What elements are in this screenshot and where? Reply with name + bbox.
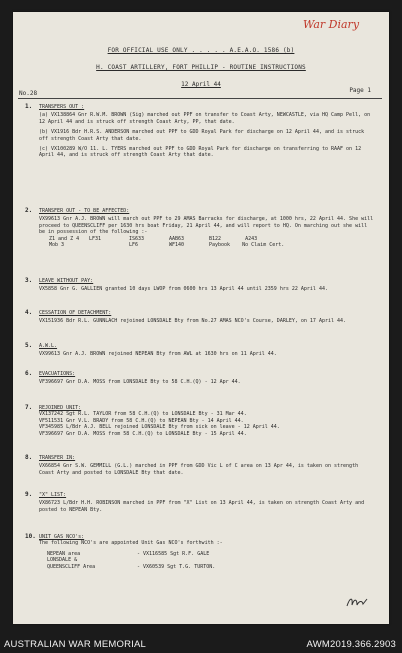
gas-area: LONSDALE & [47,557,78,564]
section-number: 5. [25,342,33,349]
section-title: LEAVE WITHOUT PAY: [39,278,94,284]
section-number: 4. [25,309,33,316]
list-item: VF511531 Gnr V.L. BRADY from 58 C.H.(Q) to NEPEAN Bty - 14 April 44. [39,417,244,424]
equipment-item [89,242,129,248]
equipment-item: LF31 [89,235,102,242]
header-title: H. COAST ARTILLERY, FORT PHILLIP - ROUTINE INSTRUCTIONS [96,64,306,71]
section-number: 2. [25,207,33,214]
equipment-item: Z1 and Z 4 [49,235,80,242]
section-title: CESSATION OF DETACHMENT: [39,310,112,316]
section-number: 6. [25,370,33,377]
section-number: 7. [25,404,33,411]
header-classification: FOR OFFICIAL USE ONLY . . . . . A.E.A.O. 1586 (b) [107,47,295,54]
list-item: VX66854 Gnr S.W. GEMMILL (G.L.) marched in PPF from GDD Vic L of C area on 13 Apr 44, is taken on strength Coast Arty and posted to LONSDALE Bty that date. [39,463,359,476]
gas-area: QUEENSCLIFF Area [47,563,96,570]
signature [345,595,369,612]
list-item: VX99613 Gnr A.J. BROWN rejoined NEPEAN Bty from AWL at 1630 hrs on 11 April 44. [39,351,277,358]
section-number: 10. [25,533,36,540]
section-number: 9. [25,491,33,498]
list-item: VX99613 Gnr A.J. BROWN will march out PPF to 29 AMAS Barracks for discharge, at 1000 hrs, 22 April 44. She will proceed to QUEENSCLIFF per 1630 hrs boat Friday, 21 April 44, and will report to HQ. On marching out she will be in possession of the following :- [39,216,374,236]
equipment-list [39,236,375,249]
list-item: (c) VX100289 W/O 11. L. TYERS marched out PPF to GDD Royal Park for discharge on transferring to RAAF on 12 April 44, and is struck off strength Coast Arty that date. [39,146,362,159]
gas-nco: - VX116585 Sgt R.F. GALE [137,550,210,557]
section-title: TRANSFERS OUT : [39,104,85,110]
list-item: VF396697 Gnr D.A. MOSS from LONSDALE Bty to 58 C.H.(Q) - 12 Apr 44. [39,379,241,386]
equipment-item: AAB63 [169,235,185,242]
document-page [13,12,389,624]
section-title: TRANSFER IN: [39,455,76,461]
section-number: 3. [25,277,33,284]
gas-nco: - VX60539 Sgt T.G. TURTON. [137,563,216,570]
footer-institution: AUSTRALIAN WAR MEMORIAL [4,639,147,650]
equipment-item: IS633 [129,235,145,242]
document-date: 12 April 44 [181,81,221,88]
gas-area: NEPEAN area [47,550,81,557]
list-item: VX151936 Bdr R.L. GUNNLACH rejoined LONSDALE Bty from No.27 AMAS NCO's Course, DARLEY, on 17 April 44. [39,318,347,325]
section-title: EVACUATIONS: [39,371,76,377]
section-title: REJOINED UNIT: [39,405,82,411]
equipment-item: LF6 [129,242,139,249]
handwritten-note: War Diary [303,18,360,31]
equipment-item: Mob 3 [49,242,65,249]
section-number: 8. [25,454,33,461]
document-number: No.28 [19,90,38,97]
list-item: VX137242 Sgt R.L. TAYLOR from 58 C.H.(Q) to LONSDALE Bty - 31 Mar 44. [39,411,247,418]
equipment-item: Paybook No Claim Cert. [209,242,285,249]
header-divider [18,98,382,99]
list-item: VX86723 L/Bdr H.H. ROBINSON marched in PPF from "X" List on 13 April 44, is taken on strength Coast Arty and posted to NEPEAN Bty. [39,500,365,513]
section-title: TRANSFER OUT - TO BE AFFECTED: [39,208,130,214]
list-item: VF345985 L/Bdr A.J. BELL rejoined LONSDALE Bty from sick on leave - 12 April 44. [39,424,280,431]
section-title: UNIT GAS NCO's: [39,534,85,540]
list-item: (a) VX138864 Gnr R.W.M. BROWN (Sig) marched out PPF on transfer to Coast Arty, NEWCASTLE, via HQ Camp Pell, on 12 April 44 and is struck off strength Coast Arty, PP, that date. [39,112,371,125]
section-title: "X" LIST: [39,492,67,498]
equipment-item: WF140 [169,242,185,249]
list-item: The following NCO's are appointed Unit Gas NCO's forthwith :- [39,540,223,547]
page-number: Page 1 [349,87,371,94]
signature-scribble-icon [345,595,369,609]
section-title: A.W.L. [39,343,58,349]
list-item: VX5858 Gnr G. GALLIEN granted 10 days LWOP from 0600 hrs 13 April 44 until 2359 hrs 22 April 44. [39,286,328,293]
equipment-item: B122 A243 [209,235,258,242]
section-number: 1. [25,103,33,110]
footer-accession-number: AWM2019.366.2903 [306,639,396,650]
list-item: (b) VX1916 Bdr H.R.S. ANDERSON marched out PPF to GDD Royal Park for discharge on 12 April 44, and is struck off strength Coast Arty that date. [39,129,365,142]
list-item: VF396697 Gnr D.A. MOSS from 58 C.H.(Q) to LONSDALE Bty - 15 April 44. [39,430,247,437]
gas-nco-list [39,551,375,570]
